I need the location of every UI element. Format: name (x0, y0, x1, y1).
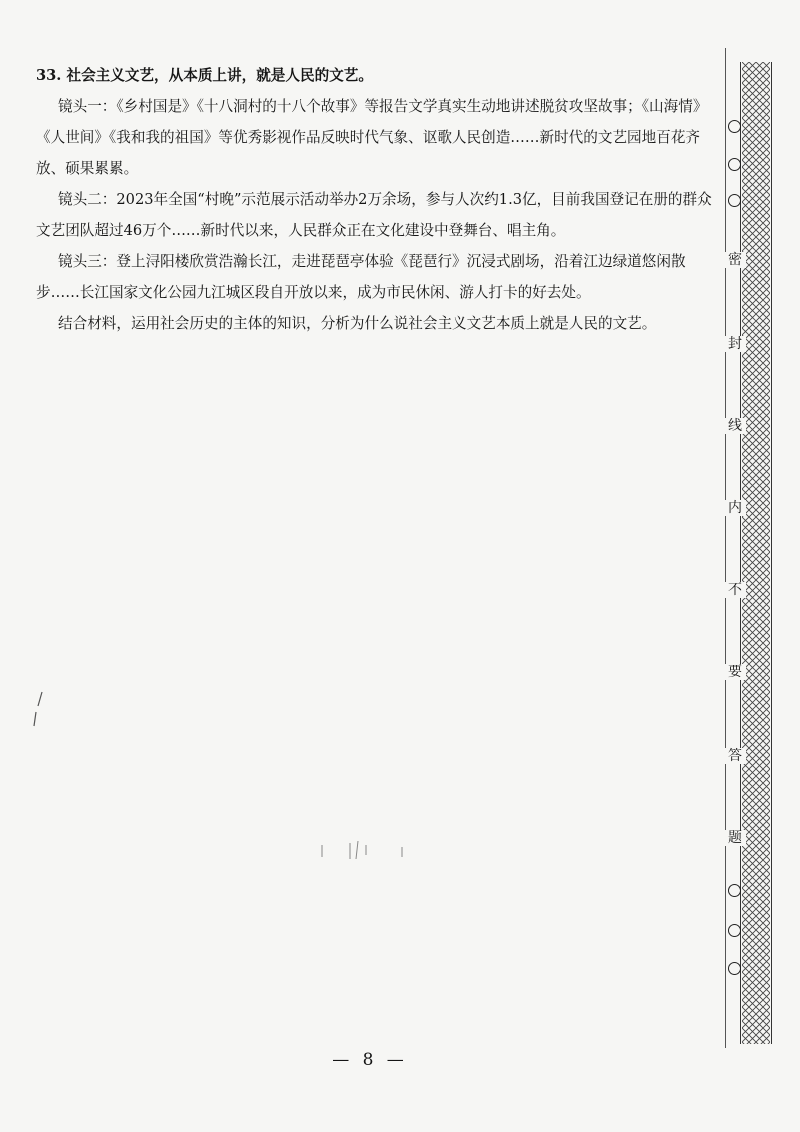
seal-char-feng: 封 (724, 336, 746, 352)
question-33 (36, 60, 724, 339)
seal-circle-icon (728, 194, 741, 207)
seal-circle-icon (728, 158, 741, 171)
question-prompt: 结合材料，运用社会历史的主体的知识，分析为什么说社会主义文艺本质上就是人民的文艺。 (58, 315, 657, 332)
seal-char-mi: 密 (724, 252, 746, 268)
scene-2: 镜头二：2023年全国“村晚”示范展示活动举办2万余场，参与人次约1.3亿，目前我国登记在册的群众文艺团队超过46万个……新时代以来，人民群众正在文化建设中登舞台、唱主角。 (36, 191, 712, 239)
seal-char-nei: 内 (724, 500, 746, 516)
seal-circle-icon (728, 120, 741, 133)
seal-circle-icon (728, 962, 741, 975)
question-title: 33. 社会主义文艺，从本质上讲，就是人民的文艺。 (36, 67, 373, 84)
scan-mark (310, 835, 420, 865)
seal-circle-icon (728, 924, 741, 937)
page-number: — 8 — (332, 1050, 408, 1070)
seal-divider-line (725, 48, 726, 1048)
seal-strip (740, 62, 772, 1044)
seal-char-bu: 不 (724, 582, 746, 598)
scan-mark (28, 690, 48, 730)
seal-char-xian: 线 (724, 418, 746, 434)
seal-char-yao: 要 (724, 664, 746, 680)
scene-1: 镜头一：《乡村国是》《十八洞村的十八个故事》等报告文学真实生动地讲述脱贫攻坚故事；《山海情》《人世间》《我和我的祖国》等优秀影视作品反映时代气象、讴歌人民创造……新时代的文艺园地百花齐放、硕果累累。 (36, 98, 708, 177)
seal-char-da: 答 (724, 748, 746, 764)
seal-char-ti: 题 (724, 830, 746, 846)
scene-3: 镜头三：登上浔阳楼欣赏浩瀚长江，走进琵琶亭体验《琵琶行》沉浸式剧场，沿着江边绿道悠闲散步……长江国家文化公园九江城区段自开放以来，成为市民休闲、游人打卡的好去处。 (36, 253, 686, 301)
seal-circle-icon (728, 884, 741, 897)
